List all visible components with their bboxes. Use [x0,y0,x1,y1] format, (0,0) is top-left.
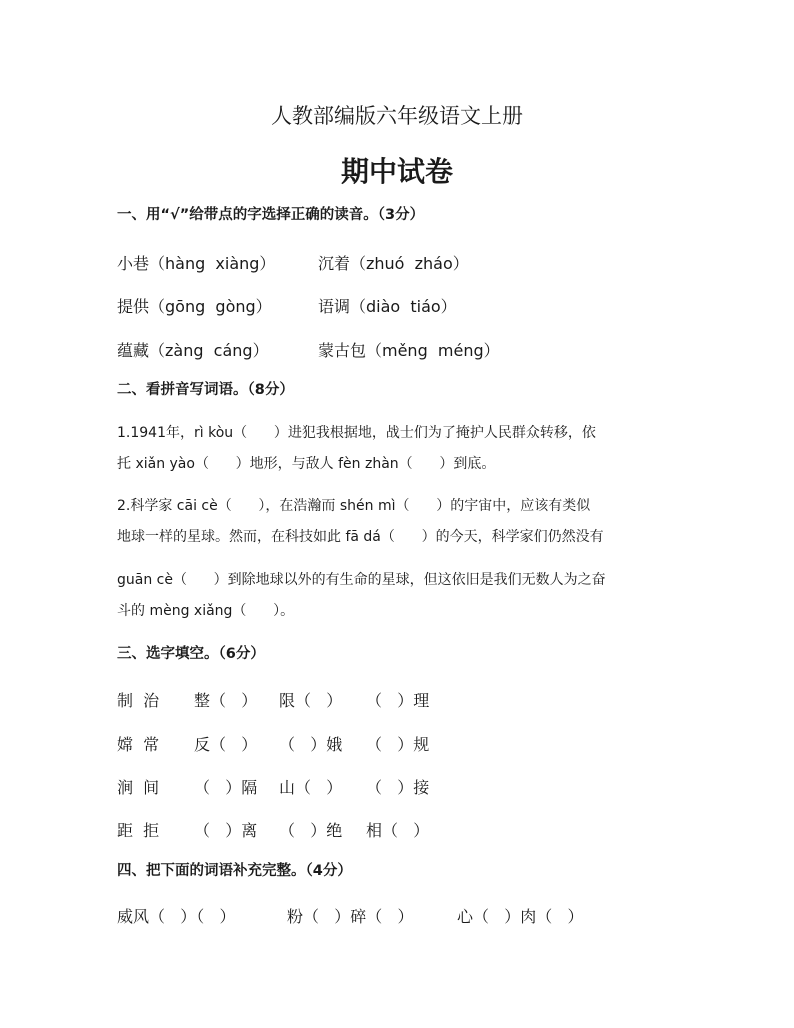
s4-item: 心（ ）肉（ ） [457,907,584,926]
s3-blank: （ ）规 [366,735,430,754]
s3-pair: 嫦 常 [117,735,160,754]
exam-title: 期中试卷 [340,155,453,188]
s2-line: guān cè（ ）到除地球以外的有生命的星球，但这依旧是我们无数人为之奋 [117,572,606,588]
s3-pair: 制 治 [117,691,160,710]
s3-blank: 山（ ） [279,778,343,797]
s2-line: 地球一样的星球。然而，在科技如此 fā dá（ ）的今天，科学家们仍然没有 [117,529,604,545]
s1-item: 提供（gōng gòng） [117,297,272,316]
s1-item: 沉着（zhuó zháo） [318,254,469,273]
s3-blank: （ ）离 [194,821,258,840]
s1-item: 蕴藏（zàng cáng） [117,341,269,360]
s4-item: 威风（ ）（ ） [117,907,236,926]
s3-blank: 反（ ） [194,735,258,754]
s3-blank: （ ）理 [366,691,430,710]
s3-pair: 距 拒 [117,821,160,840]
s2-line: 斗的 mèng xiǎng（ ）。 [117,603,295,619]
section4-heading: 四、把下面的词语补充完整。（4分） [117,863,352,879]
exam-subtitle: 人教部编版六年级语文上册 [271,104,523,128]
s4-item: 粉（ ）碎（ ） [287,907,414,926]
s3-blank: 限（ ） [279,691,343,710]
s3-blank: （ ）娥 [279,735,343,754]
s3-blank: （ ）接 [366,778,430,797]
s2-line: 2.科学家 cāi cè（ ），在浩瀚而 shén mì（ ）的宇宙中，应该有类似 [117,498,591,514]
s3-blank: （ ）绝 [279,821,343,840]
s2-line: 1.1941年，rì kòu（ ）进犯我根据地，战士们为了掩护人民群众转移，依 [117,425,596,441]
s3-pair: 涧 间 [117,778,160,797]
s3-blank: 相（ ） [366,821,430,840]
s1-item: 小巷（hàng xiàng） [117,254,276,273]
s1-item: 语调（diào tiáo） [318,297,457,316]
s3-blank: 整（ ） [194,691,258,710]
section3-heading: 三、选字填空。（6分） [117,646,265,662]
section1-heading: 一、用“√”给带点的字选择正确的读音。（3分） [117,207,425,223]
section2-heading: 二、看拼音写词语。（8分） [117,382,294,398]
s2-line: 托 xiǎn yào（ ）地形，与敌人 fèn zhàn（ ）到底。 [117,456,496,472]
s1-item: 蒙古包（měng méng） [318,341,500,360]
s3-blank: （ ）隔 [194,778,258,797]
